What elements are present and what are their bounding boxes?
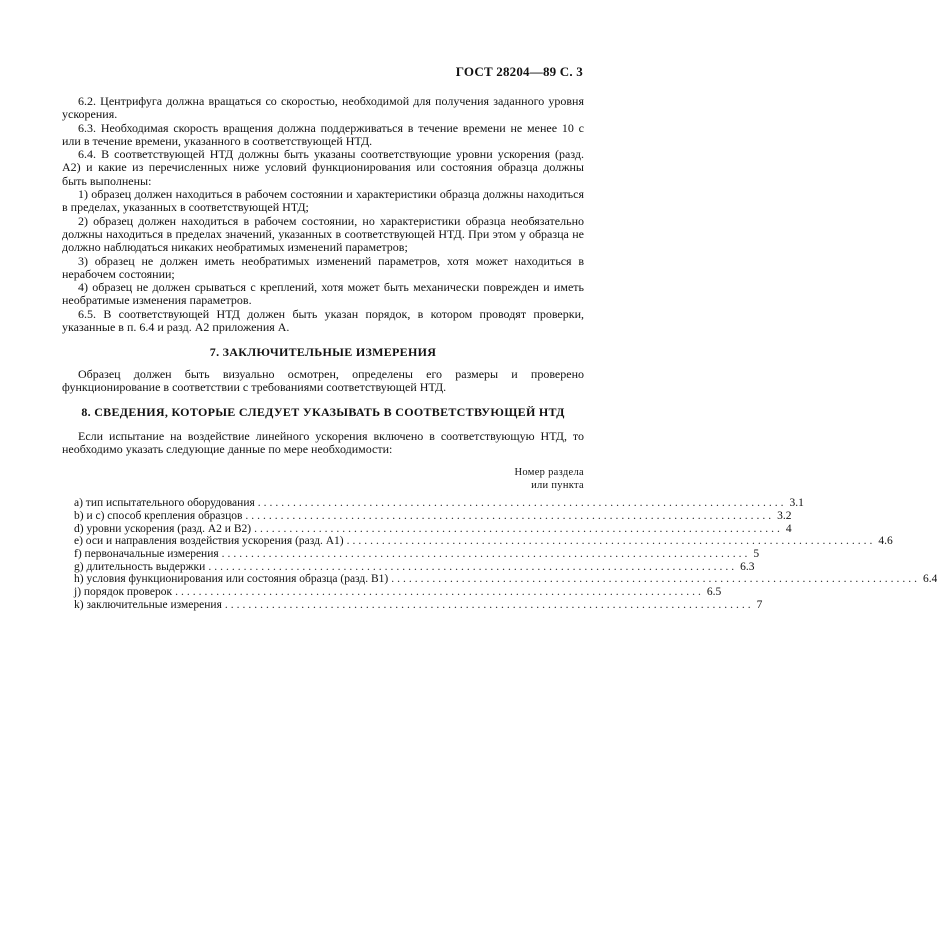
reference-label: j) порядок проверок: [74, 585, 173, 598]
reference-label: b) и c) способ крепления образцов: [74, 509, 243, 522]
reference-list: [62, 497, 937, 611]
reference-label: k) заключительные измерения: [74, 598, 222, 611]
reference-item: [62, 598, 763, 612]
paragraph-6-3: 6.3. Необходимая скорость вращения должна поддерживаться в течение времени не менее 10 с или в течение времени, указанного в соответствующей НТД.: [62, 120, 584, 148]
reference-item: [62, 497, 804, 510]
reference-item: [62, 573, 937, 586]
list-item-3: 3) образец не должен иметь необратимых изменений параметров, хотя может находиться в нерабочем состоянии;: [62, 253, 584, 281]
section-7-heading: 7. ЗАКЛЮЧИТЕЛЬНЫЕ ИЗМЕРЕНИЯ: [209, 345, 437, 360]
reference-number: 6.4: [923, 573, 937, 586]
reference-label: a) тип испытательного оборудования: [74, 497, 255, 510]
reference-item: [62, 535, 893, 548]
reference-number: 5: [753, 547, 760, 560]
dot-leader: ..........................................................................................: [175, 585, 704, 598]
reference-item: [62, 585, 722, 599]
column-header-line-1: Номер раздела: [514, 467, 584, 479]
reference-number: 6.3: [740, 560, 755, 573]
reference-label: d) уровни ускорения (разд. А2 и В2): [74, 522, 252, 535]
reference-number: 3.2: [777, 509, 792, 522]
reference-number: 4.6: [878, 535, 893, 548]
reference-label: f) первоначальные измерения: [74, 547, 219, 560]
list-item-4: 4) образец не должен срываться с креплений, хотя может быть механически поврежден и иметь необратимые изменения параметров.: [62, 280, 584, 308]
paragraph-6-5: 6.5. В соответствующей НТД должен быть указан порядок, в котором проводят проверки, указанные в п. 6.4 и разд. А2 приложения А.: [62, 306, 584, 335]
section-8-heading: 8. СВЕДЕНИЯ, КОТОРЫЕ СЛЕДУЕТ УКАЗЫВАТЬ В СООТВЕТСТВУЮЩЕЙ НТД: [81, 405, 565, 420]
reference-item: [62, 560, 755, 574]
paragraph-6-4: 6.4. В соответствующей НТД должны быть указаны соответствующие уровни ускорения (разд. А2) и какие из перечисленных ниже условий функционирования или состояния образца должны быть выполнены:: [62, 147, 584, 188]
dot-leader: ..........................................................................................: [245, 509, 775, 522]
dot-leader: ..........................................................................................: [254, 522, 783, 535]
section-7-paragraph: Образец должен быть визуально осмотрен, определены его размеры и проверено функционирование в соответствии с требованиями соответствующей НТД.: [62, 366, 584, 394]
page-header: ГОСТ 28204—89 С. 3: [455, 64, 583, 79]
dot-leader: ..........................................................................................: [257, 497, 787, 510]
reference-label: h) условия функционирования или состояния образца (разд. В1): [74, 573, 389, 586]
reference-number: 7: [756, 598, 763, 611]
list-item-2: 2) образец должен находиться в рабочем состоянии, но характеристики образца необязательно должны находиться в пределах значений, указанных в соответствующей НТД. При этом у образца не должно наблюдаться никаких необратимых изменений параметров;: [62, 213, 584, 255]
dot-leader: ..........................................................................................: [391, 573, 921, 586]
reference-label: g) длительность выдержки: [74, 560, 206, 573]
paragraph-6-2: 6.2. Центрифуга должна вращаться со скоростью, необходимой для получения заданного уровня ускорения.: [62, 94, 584, 122]
page-content: [62, 94, 937, 611]
dot-leader: ..........................................................................................: [224, 598, 754, 611]
reference-label: e) оси и направления воздействия ускорения (разд. А1): [74, 535, 344, 548]
dot-leader: ..........................................................................................: [208, 560, 738, 573]
column-header-line-2: или пункта: [531, 480, 584, 492]
reference-item: [62, 547, 760, 561]
reference-item: [62, 522, 792, 536]
dot-leader: ..........................................................................................: [346, 535, 876, 548]
reference-number: 6.5: [706, 585, 722, 598]
reference-item: [62, 509, 792, 523]
section-8-paragraph: Если испытание на воздействие линейного ускорения включено в соответствующую НТД, то необходимо указать следующие данные по мере необходимости:: [62, 428, 584, 456]
reference-number: 3.1: [789, 497, 804, 510]
list-item-1: 1) образец должен находиться в рабочем состоянии и характеристики образца должны находиться в пределах, указанных в соответствующей НТД;: [62, 187, 584, 215]
reference-number: 4: [785, 522, 792, 535]
dot-leader: ..........................................................................................: [221, 547, 751, 560]
reference-column-header: [62, 466, 584, 492]
